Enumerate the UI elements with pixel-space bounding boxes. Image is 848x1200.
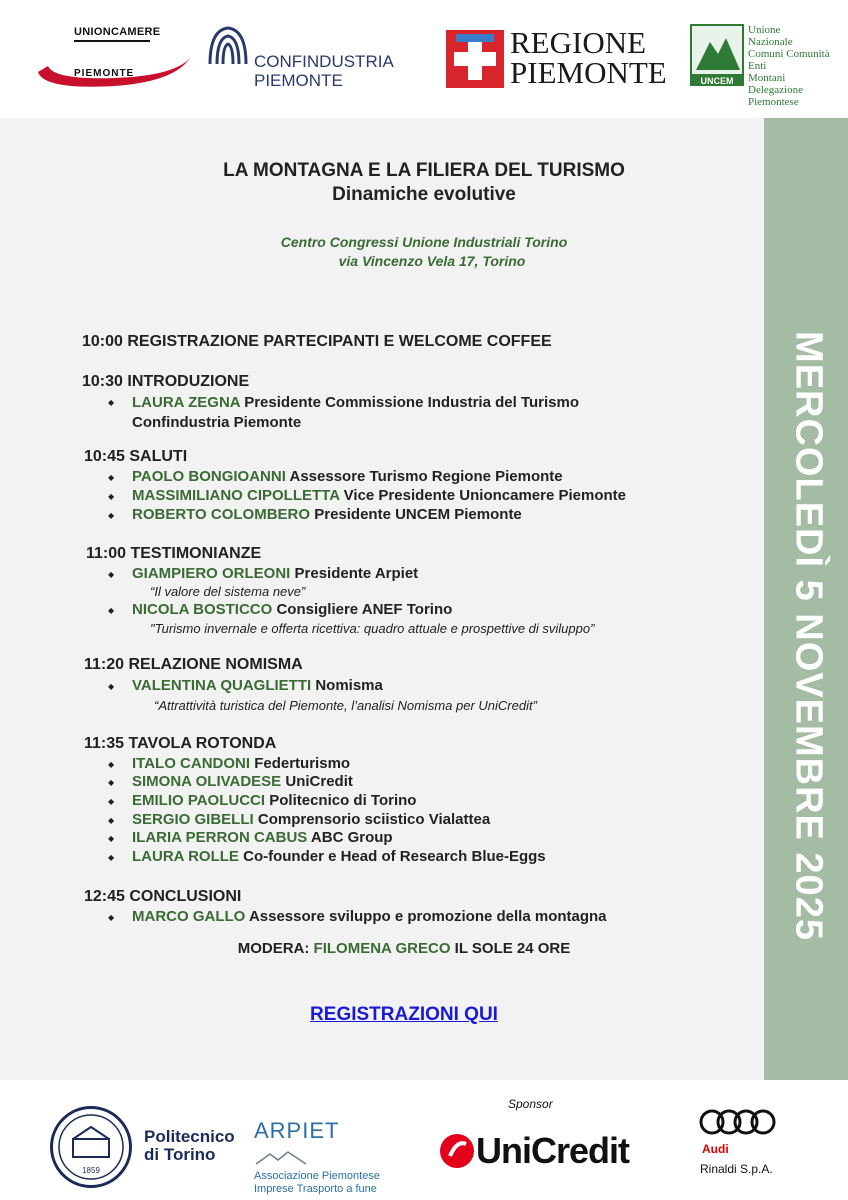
unioncamere-sub: PIEMONTE	[74, 68, 135, 79]
regione-line2: PIEMONTE	[510, 55, 667, 90]
unioncamere-name: UNIONCAMERE	[74, 26, 161, 38]
speaker-name: ROBERTO COLOMBERO	[132, 506, 311, 523]
speaker-role: Co-founder e Head of Research Blue-Eggs	[238, 848, 546, 865]
event-date: MERCOLEDÌ 5 NOVEMBRE 2025	[787, 331, 830, 941]
moderator-org: IL SOLE 24 ORE	[450, 940, 571, 957]
uncem-line: Nazionale	[748, 36, 793, 48]
list-item	[108, 811, 490, 828]
unioncamere-logo	[34, 22, 194, 92]
speaker-role: Federturismo	[250, 755, 351, 772]
bullet-icon: ◆	[108, 569, 115, 579]
bullet-icon: ◆	[108, 796, 115, 806]
header-logos	[0, 0, 848, 118]
speaker-name: PAOLO BONGIOANNI	[132, 468, 286, 485]
speaker-name: NICOLA BOSTICCO	[132, 601, 273, 618]
confindustria-line1: CONFINDUSTRIA	[254, 52, 394, 71]
list-item	[108, 506, 522, 523]
speaker-role: Comprensorio sciistico Vialattea	[253, 811, 491, 828]
speaker-name: SIMONA OLIVADESE	[132, 773, 282, 790]
speaker-role: Presidente UNCEM Piemonte	[310, 506, 522, 523]
bullet-icon: ◆	[108, 472, 115, 482]
speaker-name: LAURA ROLLE	[132, 848, 239, 865]
arpiet-name: ARPIET	[254, 1118, 340, 1143]
speaker-role: Assessore sviluppo e promozione della montagna	[245, 908, 607, 925]
regione-name	[510, 25, 667, 90]
list-item	[108, 677, 383, 694]
speaker-role: Politecnico di Torino	[265, 792, 417, 809]
event-subtitle: Dinamiche evolutive	[332, 184, 516, 205]
list-item	[108, 773, 353, 790]
regione-line1: REGIONE	[510, 25, 647, 60]
uncem-text	[748, 24, 848, 108]
rinaldi-name: Rinaldi S.p.A.	[700, 1162, 773, 1176]
speaker-name: GIAMPIERO ORLEONI	[132, 565, 291, 582]
arpiet-desc	[254, 1170, 394, 1196]
moderator-label: MODERA:	[237, 940, 314, 957]
list-item	[108, 601, 452, 618]
list-item	[108, 393, 668, 433]
uncem-delegation: Delegazione Piemontese	[748, 84, 803, 108]
section-round-table: 11:35 TAVOLA ROTONDA	[84, 735, 277, 752]
speaker-role: ABC Group	[307, 829, 393, 846]
uncem-line: Unione	[748, 24, 781, 36]
speaker-role: Nomisma	[311, 677, 383, 694]
speaker-role: UniCredit	[281, 773, 353, 790]
registration-link[interactable]: REGISTRAZIONI QUI	[310, 1004, 498, 1025]
speaker-name: VALENTINA QUAGLIETTI	[132, 677, 312, 694]
bullet-icon: ◆	[108, 833, 115, 843]
unicredit-name: UniCredit	[476, 1130, 629, 1171]
uncem-label: UNCEM	[690, 76, 744, 86]
unicredit-mark-icon	[440, 1134, 474, 1168]
speaker-role: Assessore Turismo Regione Piemonte	[285, 468, 563, 485]
talk-title: “Il valore del sistema neve”	[150, 584, 306, 599]
bullet-icon: ◆	[108, 912, 115, 922]
venue-address: via Vincenzo Vela 17, Torino	[338, 253, 526, 269]
uncem-mountain-icon	[690, 24, 744, 76]
list-item	[108, 565, 418, 582]
speaker-role: Presidente Commissione Industria del Turismo	[240, 394, 580, 411]
uncem-line: Montani	[748, 72, 786, 84]
venue-name: Centro Congressi Unione Industriali Torino	[280, 234, 568, 250]
speaker-role: Vice Presidente Unioncamere Piemonte	[339, 487, 627, 504]
arpiet-logo	[254, 1118, 394, 1196]
bullet-icon: ◆	[108, 681, 115, 691]
list-item	[108, 908, 607, 925]
uncem-logo	[690, 24, 848, 108]
bullet-icon: ◆	[108, 605, 115, 615]
unioncamere-rule	[74, 40, 150, 42]
bullet-icon: ◆	[108, 510, 115, 520]
moderator-name: FILOMENA GRECO	[313, 940, 451, 957]
uncem-line: Enti	[748, 60, 767, 72]
mountain-icon	[254, 1150, 308, 1166]
polito-line2: di Torino	[144, 1145, 216, 1164]
speaker-name: ILARIA PERRON CABUS	[132, 829, 308, 846]
arpiet-line1: Associazione Piemontese	[254, 1170, 380, 1182]
list-item	[108, 755, 350, 772]
confindustria-emblem-icon	[206, 24, 250, 70]
speaker-name: EMILIO PAOLUCCI	[132, 792, 266, 809]
speaker-name: SERGIO GIBELLI	[132, 811, 254, 828]
uncem-line: Comuni Comunità	[748, 48, 830, 60]
list-item	[108, 829, 393, 846]
polito-line1: Politecnico	[144, 1127, 235, 1146]
section-conclusions: 12:45 CONCLUSIONI	[84, 888, 242, 905]
bullet-icon: ◆	[108, 815, 115, 825]
sponsor-label: Sponsor	[508, 1097, 553, 1111]
speaker-name: MASSIMILIANO CIPOLLETTA	[132, 487, 340, 504]
event-title: LA MONTAGNA E LA FILIERA DEL TURISMO	[223, 160, 625, 181]
bullet-icon: ◆	[108, 852, 115, 862]
bullet-icon: ◆	[108, 759, 115, 769]
talk-title: "Turismo invernale e offerta ricettiva: quadro attuale e prospettive di sviluppo”	[150, 621, 595, 636]
bullet-icon: ◆	[108, 777, 115, 787]
list-item	[108, 848, 546, 865]
section-registration: 10:00 REGISTRAZIONE PARTECIPANTI E WELCOME COFFEE	[82, 333, 552, 350]
section-testimonials: 11:00 TESTIMONIANZE	[86, 545, 262, 562]
regione-piemonte-logo	[446, 25, 667, 90]
list-item	[108, 468, 563, 485]
polito-seal-icon	[50, 1106, 132, 1188]
list-item	[108, 487, 626, 504]
list-item	[108, 792, 416, 809]
speaker-name: LAURA ZEGNA	[132, 394, 241, 411]
speaker-name: MARCO GALLO	[132, 908, 246, 925]
regione-flag-icon	[446, 30, 504, 88]
bullet-icon: ◆	[108, 398, 115, 408]
moderator	[0, 940, 808, 957]
speaker-role: Presidente Arpiet	[290, 565, 419, 582]
section-nomisma: 11:20 RELAZIONE NOMISMA	[84, 656, 303, 673]
speaker-role-cont: Confindustria Piemonte	[132, 414, 302, 432]
speaker-role: Consigliere ANEF Torino	[272, 601, 453, 618]
audi-name: Audi	[702, 1142, 729, 1156]
arpiet-line2: Imprese Trasporto a fune	[254, 1183, 377, 1195]
confindustria-line2: PIEMONTE	[254, 71, 343, 90]
section-greetings: 10:45 SALUTI	[84, 448, 188, 465]
section-introduction: 10:30 INTRODUZIONE	[82, 373, 250, 390]
polito-year: 1859	[82, 1166, 100, 1175]
confindustria-logo	[206, 24, 406, 94]
talk-title: “Attrattività turistica del Piemonte, l’analisi Nomisma per UniCredit”	[154, 698, 537, 713]
audi-rings-icon	[698, 1108, 778, 1136]
confindustria-name	[254, 52, 394, 90]
bullet-icon: ◆	[108, 491, 115, 501]
speaker-name: ITALO CANDONI	[132, 755, 251, 772]
polito-name	[144, 1128, 235, 1164]
